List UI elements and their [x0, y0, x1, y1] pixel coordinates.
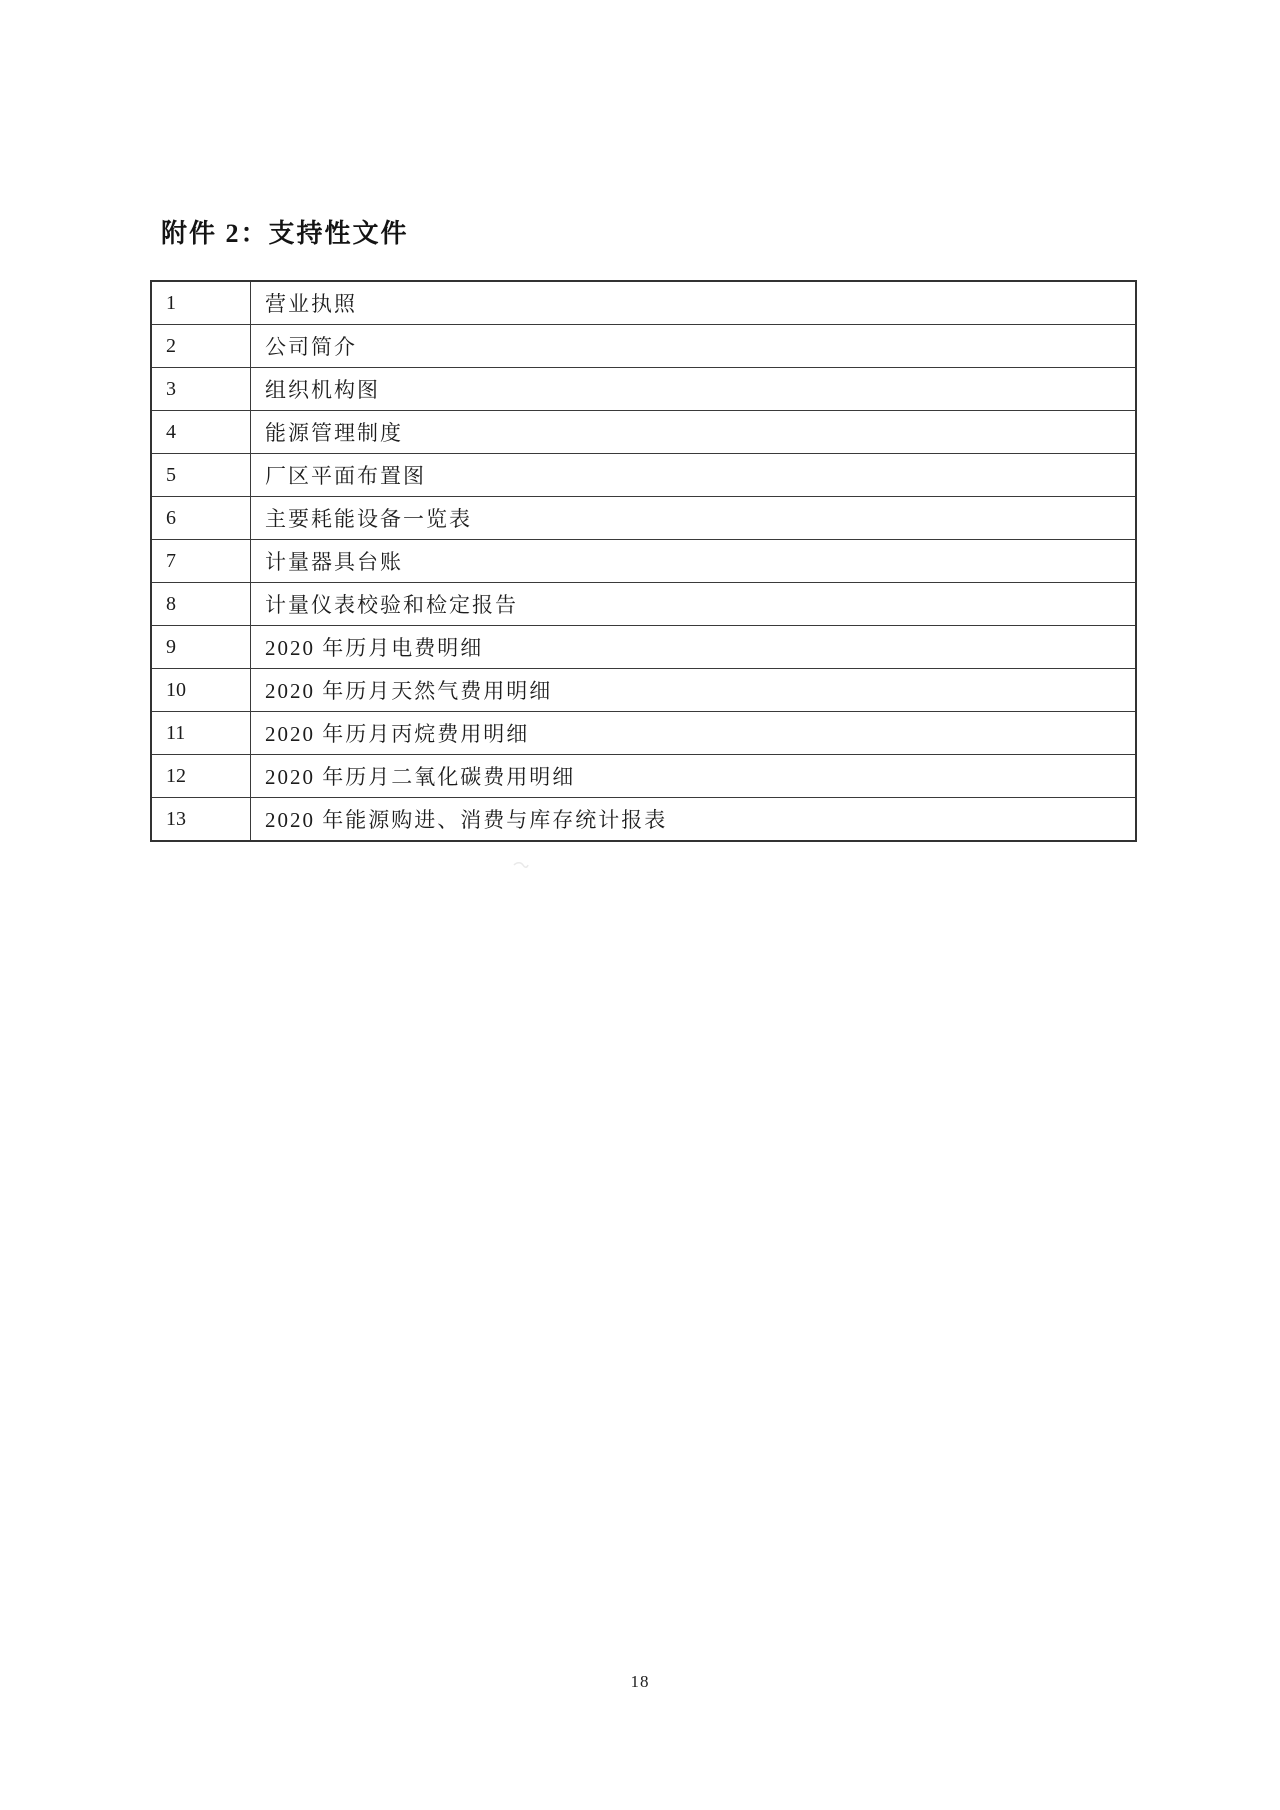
- table-row: [151, 755, 1136, 798]
- table-row: [151, 411, 1136, 454]
- row-number: 8: [151, 583, 251, 626]
- scan-smudge-mark: [512, 856, 530, 872]
- page-title: 附件 2：支持性文件: [161, 219, 409, 248]
- table-row: [151, 325, 1136, 368]
- row-label: 厂区平面布置图: [251, 454, 1137, 497]
- row-number: 12: [151, 755, 251, 798]
- row-number: 11: [151, 712, 251, 755]
- page-number: 18: [630, 1672, 650, 1691]
- row-number: 4: [151, 411, 251, 454]
- table-row: [151, 281, 1136, 325]
- table-row: [151, 540, 1136, 583]
- row-label: 计量器具台账: [251, 540, 1137, 583]
- row-label: 计量仪表校验和检定报告: [251, 583, 1137, 626]
- row-label: 主要耗能设备一览表: [251, 497, 1137, 540]
- supporting-documents-table: [150, 280, 1137, 842]
- table-row: [151, 712, 1136, 755]
- row-label: 组织机构图: [251, 368, 1137, 411]
- table-row: [151, 497, 1136, 540]
- row-label: 2020 年历月电费明细: [251, 626, 1137, 669]
- table-row: [151, 669, 1136, 712]
- table-row: [151, 626, 1136, 669]
- table-row: [151, 583, 1136, 626]
- supporting-documents-table-body: [151, 281, 1136, 841]
- row-number: 3: [151, 368, 251, 411]
- row-label: 2020 年历月二氧化碳费用明细: [251, 755, 1137, 798]
- table-row: [151, 454, 1136, 497]
- row-number: 9: [151, 626, 251, 669]
- row-label: 能源管理制度: [251, 411, 1137, 454]
- row-number: 5: [151, 454, 251, 497]
- row-label: 公司简介: [251, 325, 1137, 368]
- row-number: 7: [151, 540, 251, 583]
- row-number: 10: [151, 669, 251, 712]
- row-number: 6: [151, 497, 251, 540]
- row-number: 1: [151, 281, 251, 325]
- row-label: 营业执照: [251, 281, 1137, 325]
- row-number: 13: [151, 798, 251, 842]
- row-label: 2020 年历月丙烷费用明细: [251, 712, 1137, 755]
- row-label: 2020 年能源购进、消费与库存统计报表: [251, 798, 1137, 842]
- row-label: 2020 年历月天然气费用明细: [251, 669, 1137, 712]
- table-row: [151, 798, 1136, 842]
- row-number: 2: [151, 325, 251, 368]
- table-row: [151, 368, 1136, 411]
